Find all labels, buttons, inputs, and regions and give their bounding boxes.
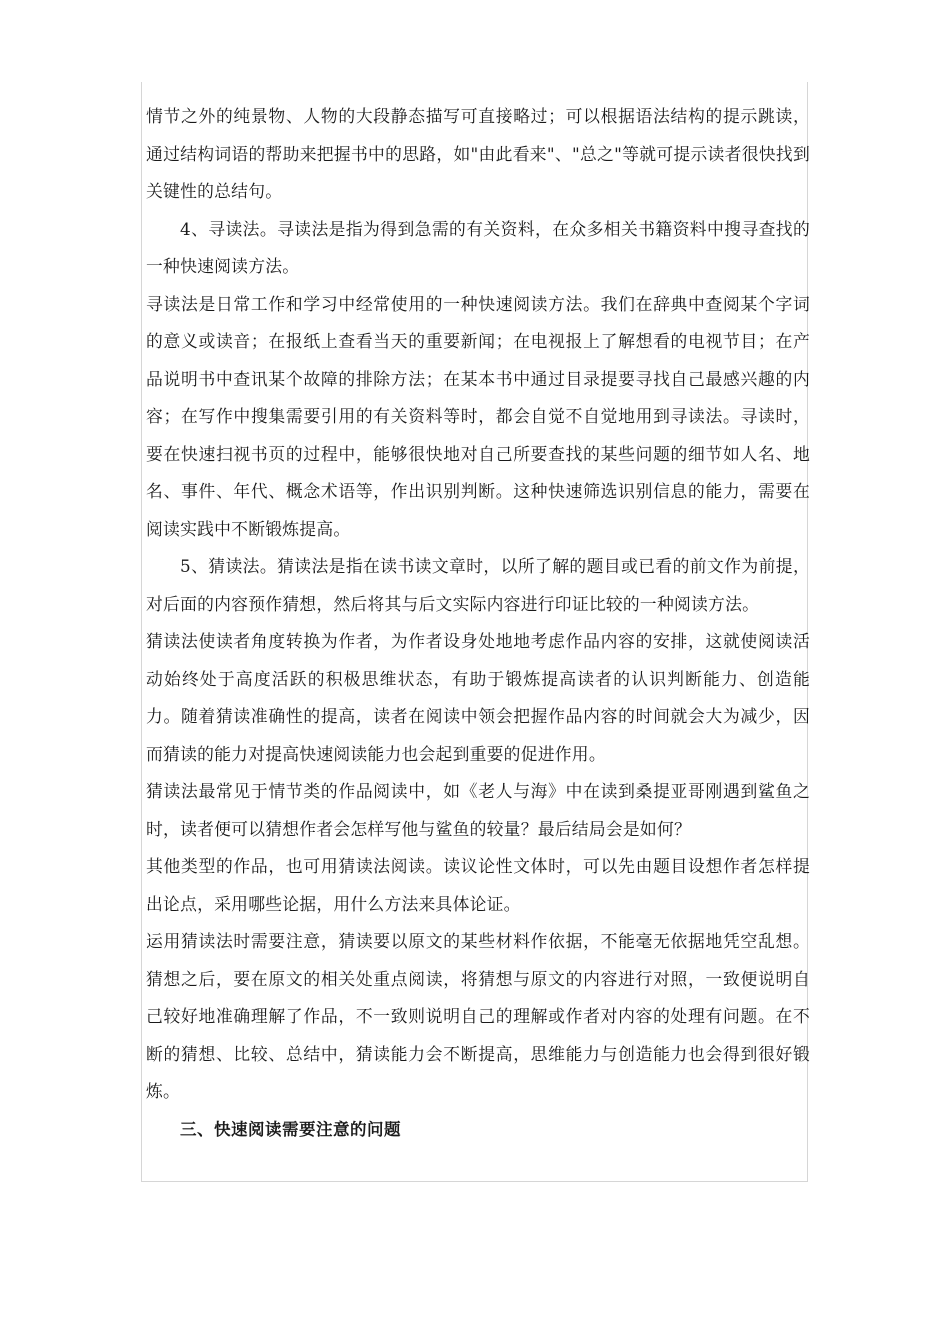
paragraph: 情节之外的纯景物、人物的大段静态描写可直接略过；可以根据语法结构的提示跳读，通过结构词语的帮助来把握书中的思路，如"由此看来"、"总之"等就可提示读者很快找到关键性的总结句。 [146,106,810,201]
paragraph: 运用猜读法时需要注意，猜读要以原文的某些材料作依据，不能毫无依据地凭空乱想。猜想之后，要在原文的相关处重点阅读，将猜想与原文的内容进行对照，一致便说明自己较好地准确理解了作品，不一致则说明自己的理解或作者对内容的处理有问题。在不断的猜想、比较、总结中，猜读能力会不断提高，思维能力与创造能力也会得到很好锻炼。 [146,931,810,1101]
paragraph: 寻读法是日常工作和学习中经常使用的一种快速阅读方法。我们在辞典中查阅某个字词的意义或读音；在报纸上查看当天的重要新闻；在电视报上了解想看的电视节目；在产品说明书中查讯某个故障的排除方法；在某本书中通过目录提要寻找自己最感兴趣的内容；在写作中搜集需要引用的有关资料等时，都会自觉不自觉地用到寻读法。寻读时，要在快速扫视书页的过程中，能够很快地对自己所要查找的某些问题的细节如人名、地名、事件、年代、概念术语等，作出识别判断。这种快速筛选识别信息的能力，需要在阅读实践中不断锻炼提高。 [146,293,810,539]
paragraph: 猜读法使读者角度转换为作者，为作者设身处地地考虑作品内容的安排，这就使阅读活动始终处于高度活跃的积极思维状态，有助于锻炼提高读者的认识判断能力、创造能力。随着猜读准确性的提高，读者在阅读中领会把握作品内容的时间就会大为减少，因而猜读的能力对提高快速阅读能力也会起到重要的促进作用。 [146,631,810,764]
paragraph-method-5-guess-reading: 5、猜读法。猜读法是指在读书读文章时，以所了解的题目或已看的前文作为前提，对后面的内容预作猜想，然后将其与后文实际内容进行印证比较的一种阅读方法。 [146,556,810,614]
paragraph: 其他类型的作品，也可用猜读法阅读。读议论性文体时，可以先由题目设想作者怎样提出论点，采用哪些论据，用什么方法来具体论证。 [146,856,810,914]
paragraph-method-4-seek-reading: 4、寻读法。寻读法是指为得到急需的有关资料，在众多相关书籍资料中搜寻查找的一种快速阅读方法。 [146,218,810,276]
section-heading: 三、快速阅读需要注意的问题 [180,1119,401,1139]
paragraph: 猜读法最常见于情节类的作品阅读中，如《老人与海》中在读到桑提亚哥刚遇到鲨鱼之时，读者便可以猜想作者会怎样写他与鲨鱼的较量？最后结局会是如何？ [146,781,810,839]
document-body [146,98,810,1148]
